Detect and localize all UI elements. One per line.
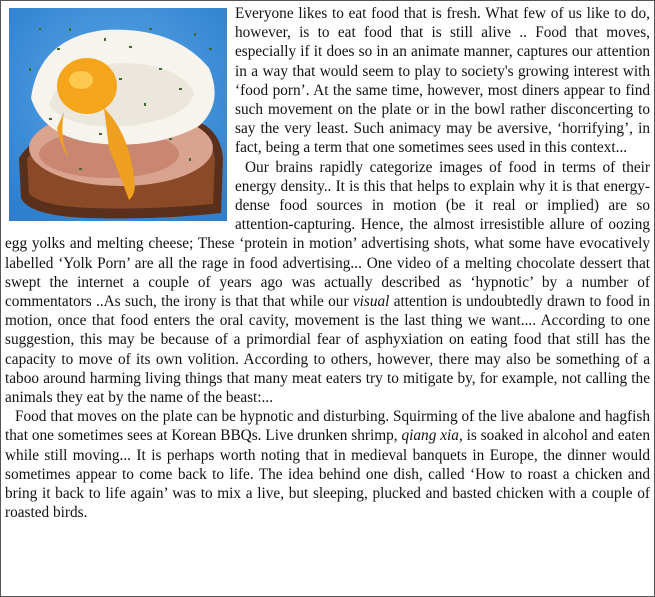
italic-text: visual	[352, 293, 390, 311]
fried-egg-toast-photo	[9, 8, 227, 221]
text-segment: Our brains rapidly categorize images of food in terms of their energy density.. It is this that helps to explain why it is that energy-dense food sources in motion (be it real or implied) are so attention-capturing. Hence, the almost irresistible allure of oozing egg yolks and melting cheese; These ‘protein in motion’ advertising shots, what some have evocatively labelled ‘Yolk Porn’ are all the rage in food advertising... One video of a melting chocolate dessert that swept the internet a couple of years ago was actually described as ‘hypnotic’ by a number of commentators ..As such, the irony is that that while our	[5, 158, 650, 311]
text-segment: Food that moves on the plate can be hypnotic and disturbing. Squirming of the live abalone and hagfish that one sometimes sees at Korean BBQs. Live drunken shrimp,	[5, 408, 650, 445]
text-segment: , is soaked in alcohol and eaten while still moving... It is perhaps worth noting that in medieval banquets in Europe, the dinner would sometimes appear to come back to life. The idea behind one dish, called ‘How to roast a chicken and bring it back to life again’ was to mix a live, but sleeping, plucked and basted chicken with a couple of roasted birds.	[5, 427, 650, 522]
photo-illustration	[9, 8, 227, 221]
paragraph-3	[5, 407, 650, 522]
text-segment: attention is undoubtedly drawn to food in motion, once that food enters the oral cavity, movement is the last thing we want.... According to one suggestion, this may be because of a primordial fear of asphyxiation on eating food that still has the capacity to move of its own volition. According to others, however, there may also be something of a taboo around harming living things that many meat eaters try to mitigate by, for example, not calling the animals they eat by the name of the beast:...	[5, 293, 651, 407]
italic-text: qiang xia	[401, 427, 459, 445]
text-segment: Everyone likes to eat food that is fresh. What few of us like to do, however, is to eat food that is still alive .. Food that moves, especially if it does so in an animate manner, captures our attention in a way that would seem to play to society's growing interest with ‘food porn’. At the same time, however, most diners appear to find such movement on the plate or in the bowl rather disconcerting to say the very least. Such animacy may be aversive, ‘horrifying’, in fact, being a term that one sometimes sees used in this context...	[235, 5, 650, 157]
article-body	[1, 1, 654, 522]
